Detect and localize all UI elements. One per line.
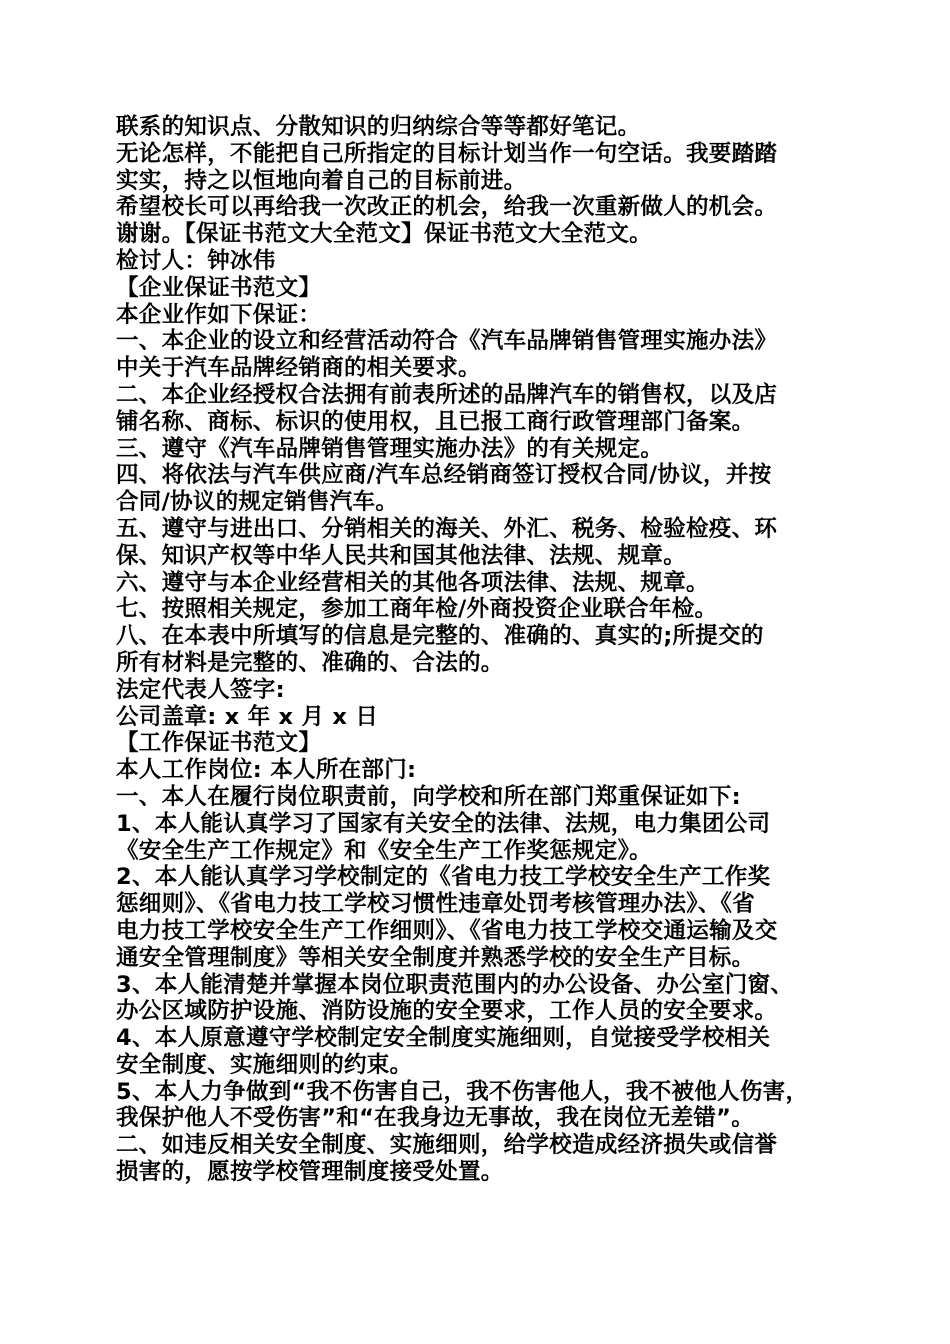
text-line: 七、按照相关规定，参加工商年检/外商投资企业联合年检。 xyxy=(116,596,718,623)
text-line: 电力技工学校安全生产工作细则》、《省电力技工学校交通运输及交 xyxy=(116,917,778,944)
text-line: 所有材料是完整的、准确的、合法的。 xyxy=(116,649,504,676)
text-line: 联系的知识点、分散知识的归纳综合等等都好笔记。 xyxy=(116,114,641,140)
text-line: 一、本企业的设立和经营活动符合《汽车品牌销售管理实施办法》 xyxy=(116,328,778,355)
text-line: 六、遵守与本企业经营相关的其他各项法律、法规、规章。 xyxy=(116,569,709,596)
text-line: 希望校长可以再给我一次改正的机会，给我一次重新做人的机会。 xyxy=(116,194,778,221)
text-line: 本企业作如下保证： xyxy=(116,301,322,328)
text-line: 我保护他人不受伤害”和“在我身边无事故，我在岗位无差错”。 xyxy=(116,1105,755,1132)
text-line: 实实，持之以恒地向着自己的目标前进。 xyxy=(116,167,527,194)
text-line: 本人工作岗位: 本人所在部门: xyxy=(116,757,417,784)
text-line: 损害的，愿按学校管理制度接受处置。 xyxy=(116,1159,504,1186)
text-line: 谢谢。【保证书范文大全范文】保证书范文大全范文。 xyxy=(116,221,652,248)
text-line: 2、本人能认真学习学校制定的《省电力技工学校安全生产工作奖 xyxy=(116,864,771,891)
text-line: 5、本人力争做到“我不伤害自己，我不伤害他人，我不被他人伤害， xyxy=(116,1078,809,1105)
text-line: 安全制度、实施细则的约束。 xyxy=(116,1051,413,1078)
section-heading-work: 【工作保证书范文】 xyxy=(116,730,322,757)
text-line: 三、遵守《汽车品牌销售管理实施办法》的有关规定。 xyxy=(116,435,664,462)
text-line: 4、本人原意遵守学校制定安全制度实施细则，自觉接受学校相关 xyxy=(116,1025,771,1052)
text-line: 《安全生产工作规定》和《安全生产工作奖惩规定》。 xyxy=(116,837,652,864)
text-line: 一、本人在履行岗位职责前，向学校和所在部门郑重保证如下: xyxy=(116,783,741,810)
text-line: 四、将依法与汽车供应商/汽车总经销商签订授权合同/协议，并按 xyxy=(116,462,772,489)
text-line: 惩细则》、《省电力技工学校习惯性违章处罚考核管理办法》、《省 xyxy=(116,891,756,918)
document-body xyxy=(116,114,836,1186)
legal-representative-signature: 法定代表人签字: xyxy=(116,676,285,703)
text-line: 八、在本表中所填写的信息是完整的、准确的、真实的;所提交的 xyxy=(116,623,764,650)
text-line: 中关于汽车品牌经销商的相关要求。 xyxy=(116,355,481,382)
section-heading-enterprise: 【企业保证书范文】 xyxy=(116,274,322,301)
company-seal-date: 公司盖章: x 年 x 月 x 日 xyxy=(116,703,379,730)
text-line: 二、本企业经授权合法拥有前表所述的品牌汽车的销售权，以及店 xyxy=(116,381,778,408)
signature-line: 检讨人：钟冰伟 xyxy=(116,247,276,274)
text-line: 二、如违反相关安全制度、实施细则，给学校造成经济损失或信誉 xyxy=(116,1132,778,1159)
text-line: 保、知识产权等中华人民共和国其他法律、法规、规章。 xyxy=(116,542,687,569)
text-line: 五、遵守与进出口、分销相关的海关、外汇、税务、检验检疫、环 xyxy=(116,515,778,542)
text-line: 通安全管理制度》等相关安全制度并熟悉学校的安全生产目标。 xyxy=(116,944,755,971)
text-line: 办公区域防护设施、消防设施的安全要求，工作人员的安全要求。 xyxy=(116,998,778,1025)
text-line: 1、本人能认真学习了国家有关安全的法律、法规，电力集团公司 xyxy=(116,810,771,837)
text-line: 合同/协议的规定销售汽车。 xyxy=(116,489,399,516)
text-line: 铺名称、商标、标识的使用权，且已报工商行政管理部门备案。 xyxy=(116,408,755,435)
text-line: 无论怎样，不能把自己所指定的目标计划当作一句空话。我要踏踏 xyxy=(116,140,778,167)
text-line: 3、本人能清楚并掌握本岗位职责范围内的办公设备、办公室门窗、 xyxy=(116,971,794,998)
